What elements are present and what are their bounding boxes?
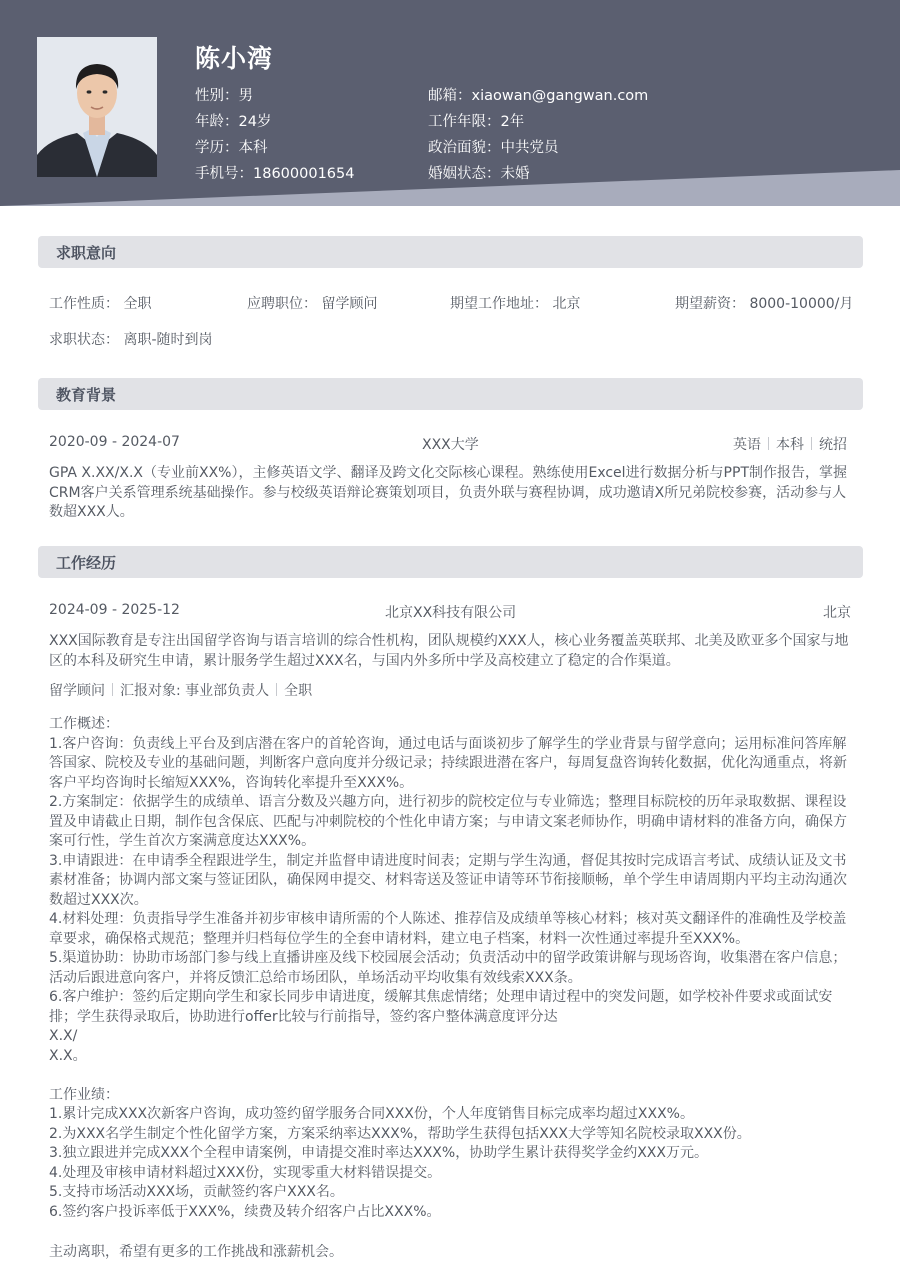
text-line: 素材准备；协调内部文案与签证团队，确保网申提交、材料寄送及签证申请等环节衔接顺畅，单个学生申请周期内平均主动沟通次 bbox=[49, 872, 847, 888]
gender: 性别：男 bbox=[195, 88, 253, 104]
text-line: 1.累计完成XXX次新客户咨询，成功签约留学服务合同XXX份，个人年度销售目标完成率均超过XXX%。 bbox=[49, 1106, 694, 1122]
text-line: 5.渠道协助：协助市场部门参与线上直播讲座及线下校园展会活动；负责活动中的留学政策讲解与现场咨询，收集潜在客户信息； bbox=[49, 950, 847, 966]
work-city: 北京 bbox=[823, 605, 851, 621]
text-line: 4.材料处理：负责指导学生准备并初步审核申请所需的个人陈述、推荐信及成绩单等核心材料；核对英文翻译件的准确性及学校盖 bbox=[49, 911, 847, 927]
text-line: 区的本科及研究生申请，累计服务学生超过XXX名，与国内外多所中学及高校建立了稳定的合作渠道。 bbox=[49, 652, 680, 669]
candidate-name: 陈小湾 bbox=[195, 44, 274, 73]
text-line: 3.申请跟进：在申请季全程跟进学生，制定并监督申请进度时间表；定期与学生沟通，督促其按时完成语言考试、成绩认证及文书 bbox=[49, 852, 847, 869]
job-status: 求职状态： 离职-随时到岗 bbox=[49, 332, 213, 348]
section-work bbox=[38, 546, 863, 578]
section-education bbox=[38, 378, 863, 410]
education-period: 2020-09 - 2024-07 bbox=[49, 434, 180, 450]
section-title: 求职意向 bbox=[56, 244, 117, 262]
tag-enrollment: 统招 bbox=[819, 437, 847, 453]
text-line: X.X。 bbox=[49, 1047, 87, 1064]
company-description bbox=[49, 632, 853, 671]
company-name: 北京XX科技有限公司 bbox=[385, 605, 517, 621]
text-line: XXX国际教育是专注出国留学咨询与语言培训的综合性机构，团队规模约XXX人，核心业务覆盖英联邦、北美及欧亚多个国家与地 bbox=[49, 633, 849, 649]
text-line: GPA X.XX/X.X（专业前XX%），主修英语文学、翻译及跨文化交际核心课程。熟练使用Excel进行数据分析与PPT制作报告，掌握 bbox=[49, 465, 847, 481]
job-location: 期望工作地址： 北京 bbox=[450, 296, 581, 312]
text-line: 工作概述： bbox=[49, 716, 119, 732]
text-line: 数超过XXX次。 bbox=[49, 891, 148, 908]
text-line: 章要求，确保格式规范；整理并归档每位学生的全套申请材料，建立电子档案，材料一次性通过率提升至XXX%。 bbox=[49, 930, 750, 947]
section-title: 教育背景 bbox=[56, 386, 117, 404]
text-line: 5.支持市场活动XXX场，贡献签约客户XXX名。 bbox=[49, 1184, 344, 1200]
degree: 学历：本科 bbox=[195, 140, 268, 156]
work-period: 2024-09 - 2025-12 bbox=[49, 602, 180, 618]
text-line: 1.客户咨询：负责线上平台及到店潜在客户的首轮咨询，通过电话与面谈初步了解学生的学业背景与留学意向；运用标准问答库解 bbox=[49, 735, 847, 752]
tag-report-to: 汇报对象: 事业部负责人 bbox=[120, 683, 270, 699]
text-line: 案可行性，学生首次方案满意度达XXX%。 bbox=[49, 833, 316, 849]
text-line: 答国家、院校及专业的基础问题，判断客户意向度并分级记录；持续跟进潜在客户，每周复盘咨询转化数据，优化沟通重点，将新 bbox=[49, 755, 847, 771]
email: 邮箱：xiaowan@gangwan.com bbox=[428, 88, 649, 104]
text-line bbox=[49, 1066, 853, 1086]
text-line: 活动后跟进意向客户，并将反馈汇总给市场团队，单场活动平均收集有效线索XXX条。 bbox=[49, 969, 582, 986]
leave-reason: 主动离职，希望有更多的工作挑战和涨薪机会。 bbox=[49, 1244, 343, 1260]
text-line: X.X/ bbox=[49, 1028, 78, 1044]
text-line: 6.客户维护：签约后定期向学生和家长同步申请进度，缓解其焦虑情绪；处理申请过程中的突发问题，如学校补件要求或面试安 bbox=[49, 989, 833, 1005]
text-line: 排；学生获得录取后，协助进行offer比较与行前指导，签约客户整体满意度评分达 bbox=[49, 1008, 558, 1025]
text-line: 4.处理及审核申请材料超过XXX份，实现零重大材料错误提交。 bbox=[49, 1164, 442, 1181]
text-line: 2.方案制定：依据学生的成绩单、语言分数及兴趣方向，进行初步的院校定位与专业筛选；整理目标院校的历年录取数据、课程设 bbox=[49, 794, 847, 810]
political-status: 政治面貌：中共党员 bbox=[428, 140, 559, 156]
text-line: 6.签约客户投诉率低于XXX%，续费及转介绍客户占比XXX%。 bbox=[49, 1203, 441, 1220]
profile-photo bbox=[37, 37, 157, 177]
work-years: 工作年限：2年 bbox=[428, 114, 525, 130]
age: 年龄：24岁 bbox=[195, 114, 272, 130]
section-title: 工作经历 bbox=[56, 554, 117, 572]
tag-degree: 本科 bbox=[776, 437, 804, 453]
text-line: 工作业绩： bbox=[49, 1086, 119, 1103]
marital-status: 婚姻状态：未婚 bbox=[428, 166, 530, 182]
tag-employment: 全职 bbox=[284, 683, 313, 699]
text-line: 3.独立跟进并完成XXX个全程申请案例，申请提交准时率达XXX%，协助学生累计获得奖学金约XXX万元。 bbox=[49, 1145, 708, 1161]
job-type: 工作性质： 全职 bbox=[49, 296, 152, 312]
phone: 手机号：18600001654 bbox=[195, 166, 355, 182]
job-position: 应聘职位： 留学顾问 bbox=[247, 296, 378, 312]
text-line: CRM客户关系管理系统基础操作。参与校级英语辩论赛策划项目，负责外联与赛程协调，成功邀请X所兄弟院校参赛，活动参与人 bbox=[49, 484, 847, 501]
education-description bbox=[49, 464, 853, 523]
work-details bbox=[49, 715, 853, 1222]
tag-role: 留学顾问 bbox=[49, 683, 105, 699]
resume-header bbox=[0, 0, 900, 206]
text-line: 数超XXX人。 bbox=[49, 504, 134, 520]
school-name: XXX大学 bbox=[422, 437, 479, 453]
expected-salary: 期望薪资： 8000-10000/月 bbox=[675, 296, 854, 312]
tag-major: 英语 bbox=[733, 437, 761, 453]
text-line: 客户平均咨询时长缩短XXX%，咨询转化率提升至XXX%。 bbox=[49, 774, 414, 791]
text-line: 2.为XXX名学生制定个性化留学方案，方案采纳率达XXX%，帮助学生获得包括XXX大学等知名院校录取XXX份。 bbox=[49, 1125, 751, 1142]
text-line: 置及申请截止日期，制作包含保底、匹配与冲刺院校的个性化申请方案；与申请文案老师协作，明确申请材料的准备方向，确保方 bbox=[49, 813, 847, 830]
section-job-intent bbox=[38, 236, 863, 268]
education-tags bbox=[733, 434, 847, 454]
work-tags bbox=[49, 680, 312, 700]
